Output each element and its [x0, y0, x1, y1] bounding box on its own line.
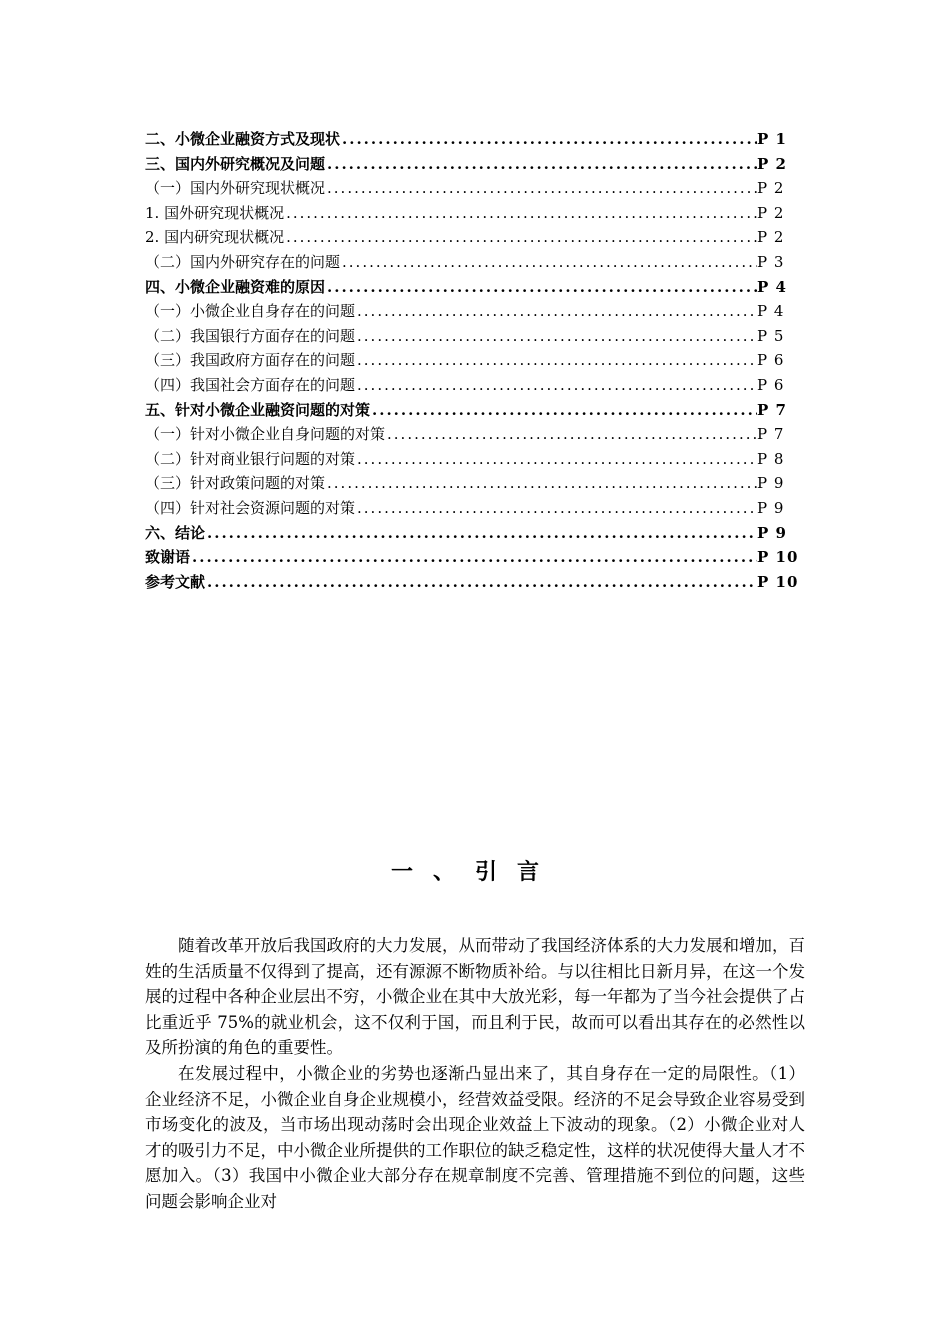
toc-dot-leader	[355, 299, 757, 324]
toc-entry-title: （二）国内外研究存在的问题	[145, 252, 341, 271]
toc-entry-page: P 4	[757, 277, 787, 296]
toc-dot-leader	[190, 545, 757, 570]
section-heading: 一、引言	[390, 860, 559, 885]
toc-entry[interactable]	[145, 275, 805, 300]
toc-entry-page: P 1	[757, 130, 787, 148]
toc-entry-title: 致谢语	[145, 548, 191, 567]
toc-entry[interactable]	[145, 127, 805, 152]
toc-dot-leader	[284, 201, 757, 226]
toc-entry-title: （二）针对商业银行问题的对策	[145, 449, 356, 468]
toc-entry-page: P 6	[757, 375, 785, 394]
toc-dot-leader	[370, 398, 757, 423]
table-of-contents	[145, 127, 805, 594]
toc-entry-title: （一）小微企业自身存在的问题	[145, 302, 356, 321]
toc-dot-leader	[205, 521, 757, 546]
toc-entry[interactable]	[145, 324, 805, 349]
toc-entry-title: （三）我国政府方面存在的问题	[145, 351, 356, 370]
toc-entry-page: P 9	[757, 523, 787, 542]
toc-entry-page: P 10	[757, 572, 799, 591]
toc-entry[interactable]	[145, 545, 805, 570]
section-body	[145, 933, 805, 1215]
toc-entry[interactable]	[145, 570, 805, 595]
toc-entry[interactable]	[145, 225, 805, 250]
toc-entry-page: P 9	[757, 498, 785, 517]
toc-entry-title: （一）国内外研究现状概况	[145, 179, 326, 198]
toc-dot-leader	[355, 324, 757, 349]
toc-entry-page: P 9	[757, 474, 785, 493]
paragraph: 在发展过程中，小微企业的劣势也逐渐凸显出来了，其自身存在一定的局限性。（1）企业经济不足，小微企业自身企业规模小，经营效益受限。经济的不足会导致企业容易受到市场变化的波及，当市场出现动荡时会出现企业效益上下波动的现象。（2）小微企业对人才的吸引力不足，中小微企业所提供的工作职位的缺乏稳定性，这样的状况使得大量人才不愿加入。（3）我国中小微企业大部分存在规章制度不完善、管理措施不到位的问题，这些问题会影响企业对	[145, 1063, 805, 1211]
toc-entry-title: 二、小微企业融资方式及现状	[145, 130, 341, 148]
toc-entry-page: P 7	[757, 400, 787, 419]
toc-entry[interactable]	[145, 496, 805, 521]
toc-entry-title: 四、小微企业融资难的原因	[145, 277, 326, 296]
toc-dot-leader	[340, 250, 757, 275]
toc-entry[interactable]	[145, 521, 805, 546]
toc-entry-page: P 10	[757, 548, 799, 567]
toc-dot-leader	[284, 225, 757, 250]
toc-dot-leader	[325, 152, 757, 177]
toc-entry[interactable]	[145, 398, 805, 423]
toc-entry[interactable]	[145, 299, 805, 324]
toc-entry[interactable]	[145, 471, 805, 496]
toc-entry-page: P 5	[757, 326, 785, 345]
toc-entry-title: （三）针对政策问题的对策	[145, 474, 326, 493]
toc-dot-leader	[340, 127, 757, 152]
toc-entry[interactable]	[145, 348, 805, 373]
toc-entry-title: 六、结论	[145, 523, 206, 542]
toc-entry-title: （二）我国银行方面存在的问题	[145, 326, 356, 345]
toc-entry[interactable]	[145, 250, 805, 275]
toc-entry[interactable]	[145, 152, 805, 177]
toc-entry-title: 2. 国内研究现状概况	[145, 228, 285, 247]
toc-dot-leader	[205, 570, 757, 595]
toc-entry[interactable]	[145, 447, 805, 472]
toc-dot-leader	[325, 471, 757, 496]
toc-entry-page: P 6	[757, 351, 785, 370]
toc-entry-title: 参考文献	[145, 572, 206, 591]
toc-entry[interactable]	[145, 176, 805, 201]
toc-dot-leader	[325, 176, 757, 201]
toc-dot-leader	[355, 373, 757, 398]
paragraph: 随着改革开放后我国政府的大力发展，从而带动了我国经济体系的大力发展和增加，百姓的生活质量不仅得到了提高，还有源源不断物质补给。与以往相比日新月异，在这一个发展的过程中各种企业层出不穷，小微企业在其中大放光彩，每一年都为了当今社会提供了占比重近乎 75%的就业机会，这不仅利于国，而且利于民，故而可以看出其存在的必然性以及所扮演的角色的重要性。	[145, 936, 805, 1058]
toc-entry-title: 三、国内外研究概况及问题	[145, 154, 326, 173]
toc-entry[interactable]	[145, 201, 805, 226]
toc-entry-page: P 8	[757, 449, 785, 468]
toc-entry-page: P 2	[757, 154, 787, 173]
toc-entry-title: 五、针对小微企业融资问题的对策	[145, 400, 371, 419]
toc-entry-page: P 4	[757, 302, 785, 321]
toc-entry[interactable]	[145, 373, 805, 398]
toc-entry-title: 1. 国外研究现状概况	[145, 203, 285, 222]
toc-entry-page: P 3	[757, 252, 785, 271]
toc-entry-title: （一）针对小微企业自身问题的对策	[145, 425, 386, 444]
toc-entry-title: （四）我国社会方面存在的问题	[145, 375, 356, 394]
toc-entry-page: P 2	[757, 203, 785, 222]
toc-entry-page: P 2	[757, 179, 785, 198]
toc-entry-page: P 7	[757, 425, 785, 444]
toc-entry-page: P 2	[757, 228, 785, 247]
toc-entry-title: （四）针对社会资源问题的对策	[145, 498, 356, 517]
toc-dot-leader	[325, 275, 757, 300]
toc-entry[interactable]	[145, 422, 805, 447]
toc-dot-leader	[355, 348, 757, 373]
toc-dot-leader	[385, 422, 757, 447]
toc-dot-leader	[355, 496, 757, 521]
toc-dot-leader	[355, 447, 757, 472]
